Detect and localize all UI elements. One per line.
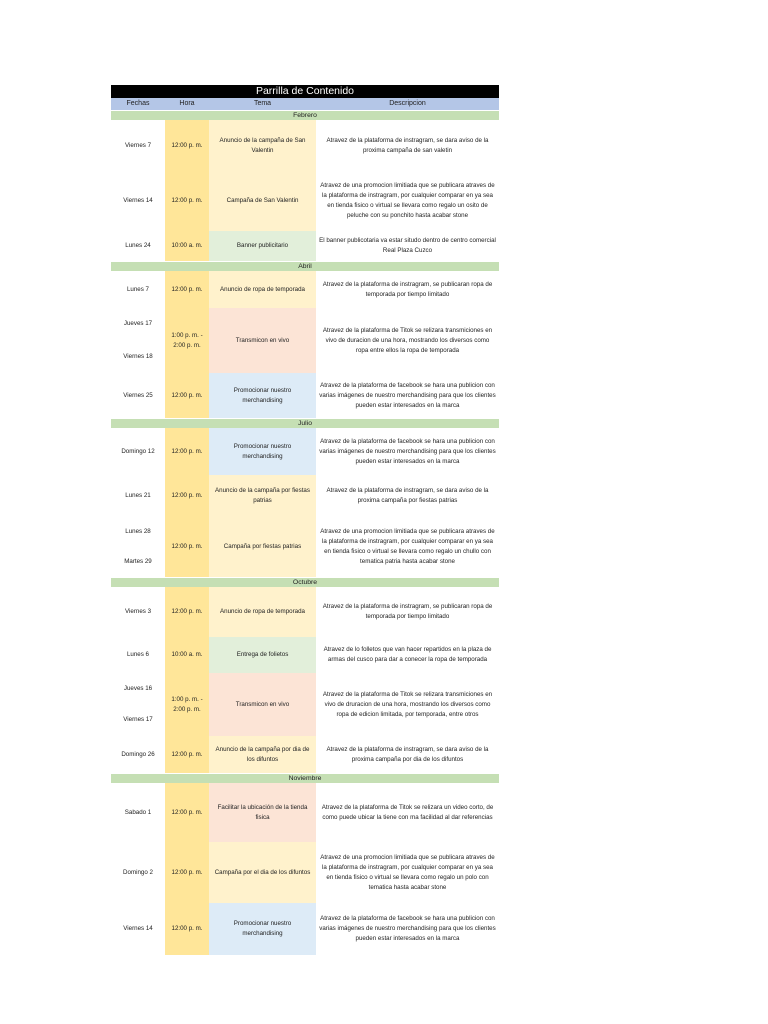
descripcion-column [316, 587, 499, 773]
fecha-cell [111, 517, 165, 577]
tema-cell [209, 271, 316, 308]
hora-column [165, 428, 209, 577]
descripcion-text: Atravez de la plataforma de instragram, se dara aviso de la proxima campaña por fiestas patrias [326, 487, 489, 504]
hora-label: 12:00 p. m. [171, 447, 203, 455]
month-band: Febrero [111, 110, 499, 120]
descripcion-column [316, 120, 499, 261]
fechas-column [111, 783, 165, 955]
month-group [111, 783, 499, 955]
hora-cell [165, 517, 209, 577]
month-sections [111, 110, 499, 955]
descripcion-cell [316, 517, 499, 577]
descripcion-cell [316, 120, 499, 171]
hora-cell [165, 673, 209, 736]
hora-cell [165, 903, 209, 955]
month-group [111, 120, 499, 261]
hora-cell [165, 783, 209, 842]
descripcion-text: Atravez de la plataforma de Titok se relizara transmiciones en vivo de duracion de una hora, mostrando los diversos como ropa entre ellos la ropa de temporada [322, 326, 493, 354]
tema-cell [209, 231, 316, 261]
hora-label: 1:00 p. m. - 2:00 p. m. [171, 695, 203, 713]
tema-label: Promocionar nuestro merchandising [233, 386, 292, 404]
descripcion-cell [316, 673, 499, 736]
fecha-cell [111, 120, 165, 171]
fecha-cell [111, 475, 165, 517]
fecha-label: Domingo 26 [121, 750, 155, 758]
descripcion-text: Atravez de una promocion limitiada que se publicara atraves de la plataforma de instragram, por cualquier comparar en ya sea en tienda fisico o virtual se llevara como regalo un polo con tematica hasta acabar stone [320, 853, 495, 891]
fecha-label: Lunes 21 [125, 492, 151, 499]
tema-label: Anuncio de la campaña por dia de los difuntos [215, 745, 310, 763]
tema-label: Transmicon en vivo [235, 336, 290, 344]
descripcion-text: Atravez de la plataforma de instragram, se dara aviso de la proxima campaña de san valetin [326, 136, 489, 154]
tema-cell [209, 587, 316, 637]
hora-label: 12:00 p. m. [171, 808, 203, 816]
hora-cell [165, 475, 209, 517]
fecha-cell [111, 171, 165, 231]
tema-column [209, 587, 316, 773]
descripcion-cell [316, 231, 499, 261]
tema-column [209, 271, 316, 418]
tema-label: Promocionar nuestro merchandising [233, 442, 292, 460]
tema-cell [209, 842, 316, 903]
descripcion-cell [316, 428, 499, 475]
tema-cell [209, 308, 316, 373]
tema-label: Anuncio de ropa de temporada [220, 285, 305, 293]
fecha-label: Jueves 17 [123, 320, 153, 328]
hora-cell [165, 271, 209, 308]
hora-label: 12:00 p. m. [171, 285, 203, 293]
fecha-cell [111, 373, 165, 418]
descripcion-cell [316, 171, 499, 231]
hora-label: 12:00 p. m. [171, 925, 203, 932]
descripcion-cell [316, 903, 499, 955]
descripcion-text: El banner publicotaria va estar situdo dentro de centro comercial Real Plaza Cuzco [319, 237, 496, 254]
content-grid-sheet [111, 85, 499, 955]
descripcion-text: Atravez de la plataforma de facebook se hara una publicion con varias imágenes de nuestro merchandising para que los clientes pueden estar interesados en la marca [319, 437, 496, 465]
hora-cell [165, 842, 209, 903]
fecha-label: Martes 29 [124, 558, 152, 565]
tema-column [209, 428, 316, 577]
month-band: Abril [111, 261, 499, 271]
tema-label: Entrega de folietos [236, 651, 289, 658]
month-group [111, 428, 499, 577]
hora-label: 10:00 a. m. [171, 651, 203, 658]
descripcion-text: Atravez de la plataforma de facebook se hara una publicion con varias imágenes de nuestro merchandising para que los clientes pueden estar interesados en la marca [319, 915, 496, 942]
hora-cell [165, 587, 209, 637]
hora-column [165, 271, 209, 418]
hora-cell [165, 231, 209, 261]
tema-column [209, 120, 316, 261]
fecha-cell [111, 637, 165, 673]
tema-label: Anuncio de la campaña por fiestas patrias [215, 487, 310, 504]
descripcion-text: Atravez de la plataforma de Titok se relizara transmiciones en vivo de druracion de una hora, mostrando los diversos como ropa de edicion limitada, por temporada, entre otros [322, 690, 493, 718]
fecha-cell [111, 428, 165, 475]
descripcion-text: Atravez de la plataforma de instragram, se publicaran ropa de temporada por tiempo limitado [322, 603, 493, 620]
fecha-label: Viernes 7 [124, 141, 152, 149]
descripcion-cell [316, 637, 499, 673]
fecha-cell [111, 308, 165, 373]
hora-column [165, 587, 209, 773]
fecha-label: Lunes 6 [126, 651, 150, 658]
tema-cell [209, 475, 316, 517]
fecha-cell [111, 783, 165, 842]
tema-cell [209, 903, 316, 955]
descripcion-column [316, 783, 499, 955]
hora-label: 12:00 p. m. [171, 141, 203, 149]
descripcion-text: Atravez de la plataforma de instragram, se dara aviso de la proxima campaña por dia de los difuntos [326, 745, 489, 763]
fecha-label: Jueves 16 [123, 684, 153, 692]
tema-label: Transmicon en vivo [235, 700, 290, 708]
tema-cell [209, 120, 316, 171]
descripcion-cell [316, 587, 499, 637]
fecha-label: Viernes 3 [124, 608, 152, 615]
month-band: Julio [111, 418, 499, 428]
sheet-title: Parrilla de Contenido [111, 85, 499, 98]
descripcion-cell [316, 373, 499, 418]
hora-column [165, 783, 209, 955]
tema-label: Campaña por fiestas patrias [223, 543, 302, 550]
header-hora: Hora [179, 100, 195, 107]
fecha-label: Lunes 28 [125, 528, 151, 535]
descripcion-cell [316, 736, 499, 773]
header-tema: Tema [253, 100, 272, 107]
fecha-cell [111, 231, 165, 261]
hora-label: 12:00 p. m. [171, 608, 203, 615]
descripcion-cell [316, 308, 499, 373]
hora-column [165, 120, 209, 261]
fecha-label: Domingo 2 [123, 868, 153, 876]
fecha-cell [111, 842, 165, 903]
fecha-label: Sabado 1 [124, 808, 152, 816]
fecha-cell [111, 271, 165, 308]
descripcion-cell [316, 475, 499, 517]
column-header-row [111, 98, 499, 110]
fechas-column [111, 271, 165, 418]
hora-cell [165, 428, 209, 475]
month-band: Octubre [111, 577, 499, 587]
hora-label: 12:00 p. m. [171, 750, 203, 758]
hora-label: 1:00 p. m. - 2:00 p. m. [171, 331, 203, 349]
fecha-label: Viernes 17 [123, 716, 153, 724]
month-group [111, 587, 499, 773]
tema-label: Anuncio de ropa de temporada [220, 608, 305, 615]
tema-label: Campaña de San Valentin [226, 197, 299, 204]
tema-label: Campaña por el dia de los difuntos [214, 868, 311, 876]
hora-label: 12:00 p. m. [171, 868, 203, 876]
fecha-cell [111, 736, 165, 773]
month-group [111, 271, 499, 418]
hora-cell [165, 308, 209, 373]
month-band: Noviembre [111, 773, 499, 783]
fecha-label: Viernes 18 [123, 352, 153, 360]
descripcion-cell [316, 783, 499, 842]
fechas-column [111, 120, 165, 261]
tema-label: Anuncio de la campaña de San Valentin [219, 136, 306, 154]
fecha-label: Viernes 25 [123, 391, 153, 399]
descripcion-column [316, 271, 499, 418]
descripcion-text: Atravez de lo folletos que van hacer repartidos en la plaza de armas del cusco para dar a conecer la ropa de temporada [323, 646, 492, 663]
descripcion-text: Atravez de una promocion limitiada que se publicara atraves de la plataforma de instragram, por cualquier comparar en ya sea en tienda fisico o virtual se llevara como regalo un osito de peluche con su ponchito hasta acabar stone [320, 182, 495, 219]
tema-label: Promocionar nuestro merchandising [233, 920, 292, 937]
tema-cell [209, 783, 316, 842]
hora-cell [165, 637, 209, 673]
fechas-column [111, 587, 165, 773]
fecha-cell [111, 587, 165, 637]
hora-cell [165, 373, 209, 418]
fecha-cell [111, 673, 165, 736]
hora-label: 12:00 p. m. [171, 492, 203, 499]
fecha-label: Viernes 14 [123, 197, 153, 204]
header-descripcion: Descripcion [389, 100, 426, 107]
descripcion-cell [316, 842, 499, 903]
hora-cell [165, 171, 209, 231]
tema-cell [209, 171, 316, 231]
fecha-label: Domingo 12 [121, 447, 155, 455]
hora-label: 12:00 p. m. [171, 391, 203, 399]
tema-cell [209, 517, 316, 577]
hora-label: 10:00 a. m. [171, 242, 203, 249]
fecha-label: Viernes 14 [123, 925, 153, 932]
descripcion-text: Atravez de una promocion limitiada que se publicara atraves de la plataforma de instragram, por cualquier comparar en ya sea en tienda fisico o virtual se llevara como regalo un chullo con tematica patria hasta acabar stone [320, 528, 495, 565]
descripcion-text: Atravez de la plataforma de facebook se hara una publicion con varias imágenes de nuestro merchandising para que los clientes pueden estar interesados en la marca [319, 381, 496, 409]
descripcion-text: Atravez de la plataforma de instragram, se publicaran ropa de temporada por tiempo limitado [322, 280, 493, 298]
hora-cell [165, 120, 209, 171]
tema-label: Banner publicitario [236, 242, 289, 249]
hora-cell [165, 736, 209, 773]
tema-cell [209, 428, 316, 475]
fecha-cell [111, 903, 165, 955]
tema-cell [209, 736, 316, 773]
hora-label: 12:00 p. m. [171, 197, 203, 204]
descripcion-text: Atravez de la plataforma de Titok se relizara un video corto, de como puede ubicar la tiene con ma facilidad al dar referencias [321, 803, 494, 821]
fecha-label: Lunes 24 [125, 242, 151, 249]
tema-cell [209, 673, 316, 736]
tema-cell [209, 373, 316, 418]
header-fechas: Fechas [126, 100, 150, 107]
tema-cell [209, 637, 316, 673]
tema-label: Facilitar la ubicación de la tienda fisica [217, 803, 308, 821]
hora-label: 12:00 p. m. [171, 543, 203, 550]
fechas-column [111, 428, 165, 577]
tema-column [209, 783, 316, 955]
descripcion-column [316, 428, 499, 577]
descripcion-cell [316, 271, 499, 308]
fecha-label: Lunes 7 [126, 285, 150, 293]
